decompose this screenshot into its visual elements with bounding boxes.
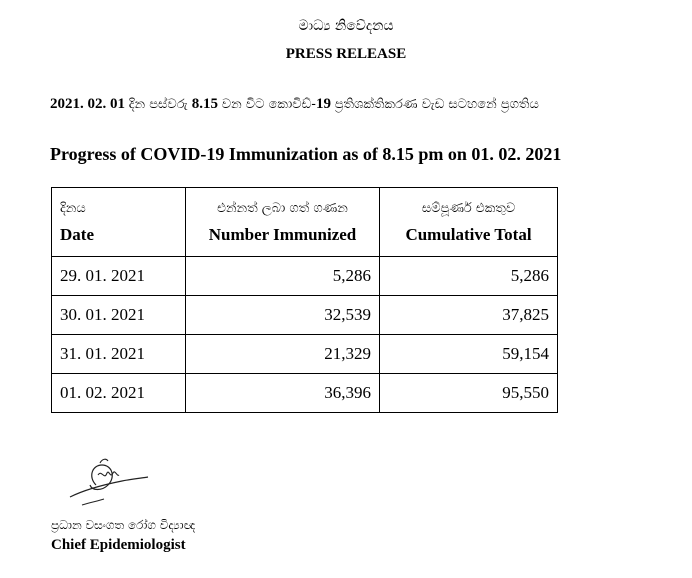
press-release-title-sinhala: මාධ්‍ය නිවේදනය [298, 18, 394, 34]
row-immunized: 5,286 [186, 257, 380, 296]
row-date: 30. 01. 2021 [52, 296, 186, 335]
signature [62, 455, 152, 515]
report-title: Progress of COVID-19 Immunization as of 8.15 pm on 01. 02. 2021 [50, 144, 562, 164]
title-covid-number: 19 [315, 96, 335, 112]
header-number-immunized [186, 188, 380, 257]
table-row [52, 374, 558, 413]
row-cumulative: 59,154 [380, 335, 558, 374]
header-number-en: Number Immunized [208, 225, 357, 244]
header-cumulative-en: Cumulative Total [405, 225, 532, 244]
row-date: 31. 01. 2021 [52, 335, 186, 374]
row-date: 29. 01. 2021 [52, 257, 186, 296]
press-release-title: PRESS RELEASE [285, 46, 407, 62]
table-header-row [52, 188, 558, 257]
row-cumulative: 95,550 [380, 374, 558, 413]
immunization-table [51, 187, 558, 413]
signatory-title: Chief Epidemiologist [51, 537, 186, 553]
header-number-si: එන්නත් ලබා ගත් ගණන [217, 201, 348, 216]
title-si-part-c: ප්‍රතිශක්තිකරණ වැඩ සටහනේ ප්‍රගතිය [334, 97, 539, 112]
table-row [52, 257, 558, 296]
title-time: 8.15 [191, 96, 222, 112]
header-date-en: Date [60, 225, 94, 244]
row-date: 01. 02. 2021 [52, 374, 186, 413]
table-row [52, 296, 558, 335]
row-cumulative: 37,825 [380, 296, 558, 335]
report-title-sinhala [50, 93, 670, 116]
header-date [52, 188, 186, 257]
row-cumulative: 5,286 [380, 257, 558, 296]
title-si-part-b: වන විට කොවිඩ්- [221, 97, 316, 112]
row-immunized: 32,539 [186, 296, 380, 335]
title-date: 2021. 02. 01 [50, 96, 129, 112]
row-immunized: 36,396 [186, 374, 380, 413]
header-cumulative-si: සම්පූර්ණ එකතුව [421, 201, 516, 216]
signatory-title-sinhala: ප්‍රධාන වසංගත රෝග විද්‍යාඥ [51, 518, 196, 532]
header-date-si: දිනය [60, 201, 86, 216]
row-immunized: 21,329 [186, 335, 380, 374]
title-si-part-a: දින පස්වරු [128, 97, 192, 112]
table-row [52, 335, 558, 374]
header-cumulative-total [380, 188, 558, 257]
